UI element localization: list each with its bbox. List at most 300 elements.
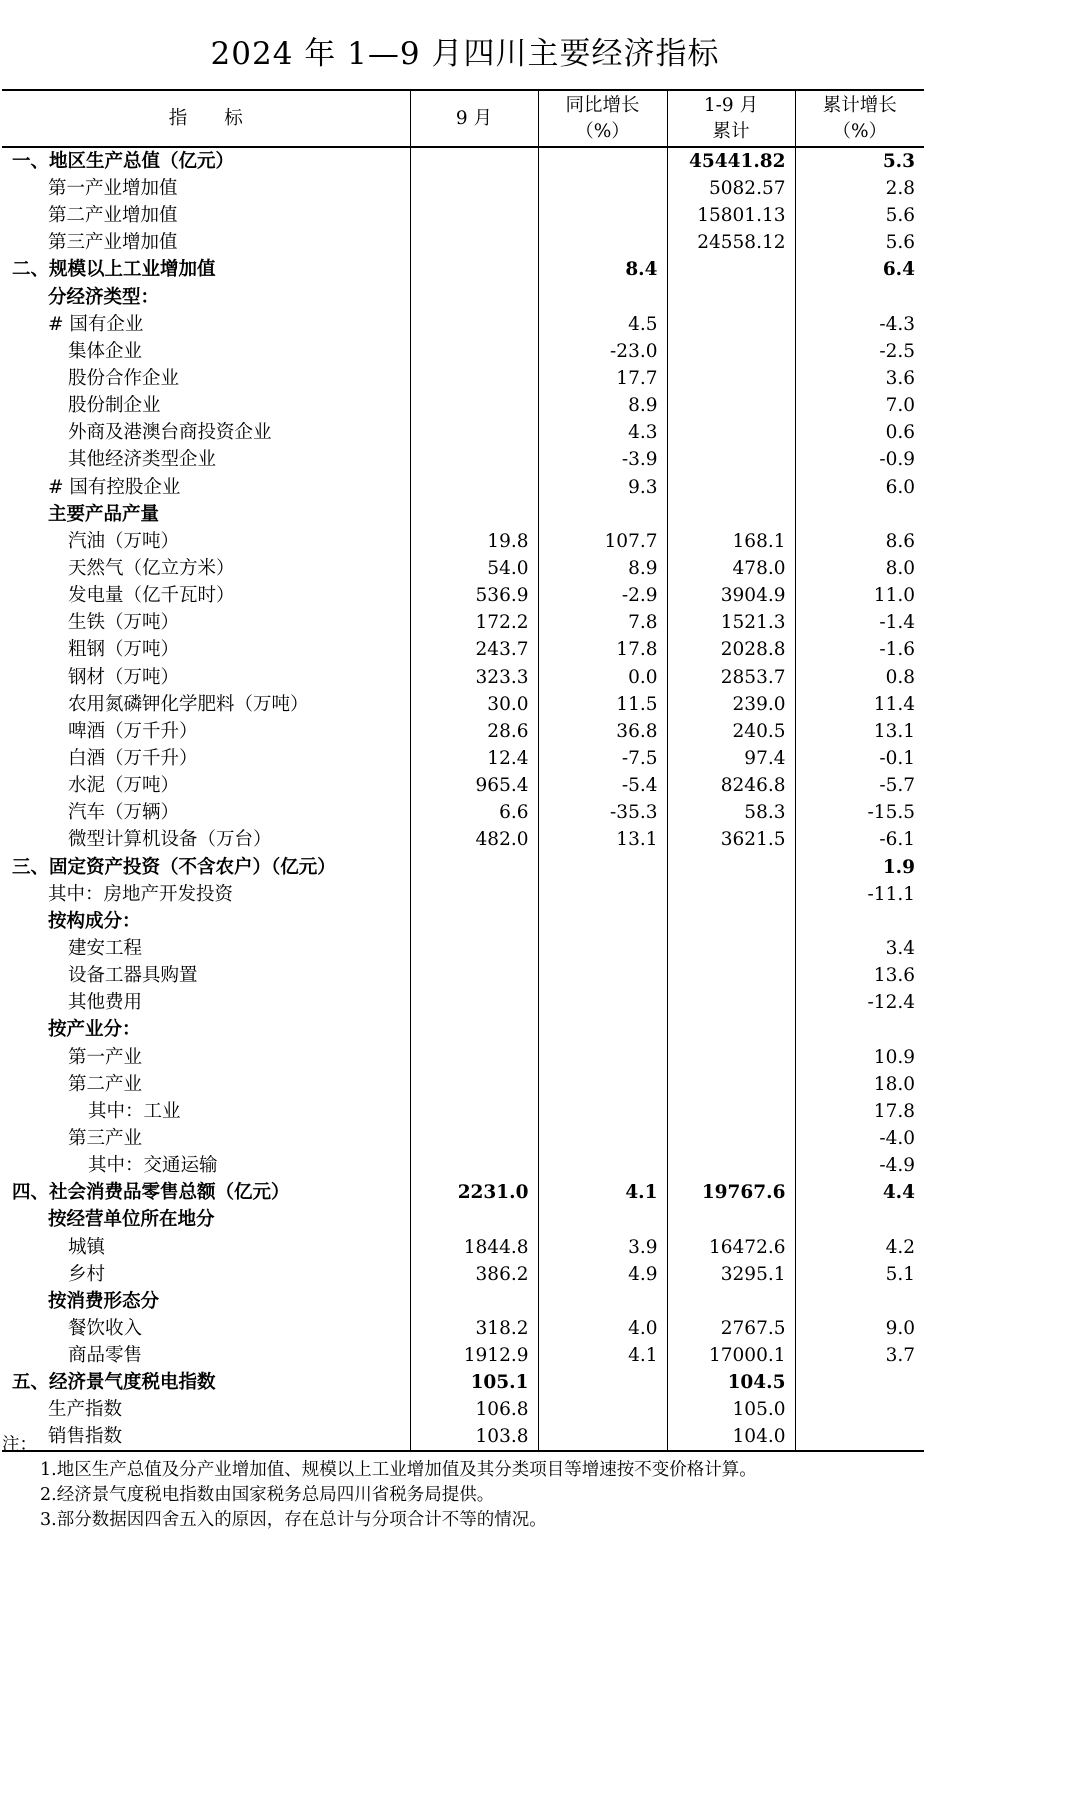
cell-cumulative — [667, 256, 795, 283]
cell-cumulative-growth: -6.1 — [795, 826, 924, 853]
row-label: 汽油（万吨） — [2, 528, 410, 555]
cell-month — [410, 1125, 538, 1152]
cell-cumulative-growth: -1.6 — [795, 636, 924, 663]
header-yoy-line2: （%） — [575, 120, 630, 142]
cell-month — [410, 501, 538, 528]
table-row — [2, 338, 924, 365]
cell-cumulative: 3295.1 — [667, 1261, 795, 1288]
cell-yoy — [538, 501, 667, 528]
cell-yoy — [538, 1152, 667, 1179]
table-row — [2, 501, 924, 528]
cell-month — [410, 474, 538, 501]
cell-month — [410, 881, 538, 908]
cell-cumulative-growth: -1.4 — [795, 609, 924, 636]
cell-yoy — [538, 147, 667, 175]
cell-yoy: 9.3 — [538, 474, 667, 501]
cell-yoy: 4.1 — [538, 1342, 667, 1369]
table-row — [2, 826, 924, 853]
cell-cumulative: 16472.6 — [667, 1233, 795, 1260]
cell-cumulative-growth: 11.0 — [795, 582, 924, 609]
cell-cumulative: 2028.8 — [667, 636, 795, 663]
cell-cumulative: 97.4 — [667, 745, 795, 772]
cell-yoy — [538, 1369, 667, 1396]
cell-yoy — [538, 1125, 667, 1152]
cell-month: 28.6 — [410, 718, 538, 745]
table-row — [2, 582, 924, 609]
cell-cumulative-growth: 17.8 — [795, 1098, 924, 1125]
cell-month: 323.3 — [410, 664, 538, 691]
table-row — [2, 1016, 924, 1043]
table-row — [2, 1098, 924, 1125]
table-row — [2, 1342, 924, 1369]
cell-month: 1912.9 — [410, 1342, 538, 1369]
cell-yoy: 36.8 — [538, 718, 667, 745]
cell-yoy: 13.1 — [538, 826, 667, 853]
table-row — [2, 962, 924, 989]
table-row — [2, 772, 924, 799]
cell-month — [410, 1206, 538, 1233]
cell-cumulative-growth: 11.4 — [795, 691, 924, 718]
cell-yoy — [538, 1396, 667, 1423]
cell-month — [410, 202, 538, 229]
cell-cumulative — [667, 392, 795, 419]
row-label: 销售指数 — [2, 1423, 410, 1451]
cell-yoy — [538, 854, 667, 881]
indicators-table — [2, 89, 924, 1452]
cell-month — [410, 229, 538, 256]
header-cumulative-growth — [795, 90, 924, 147]
table-row — [2, 935, 924, 962]
notes — [2, 1433, 1002, 1533]
cell-cumulative — [667, 1152, 795, 1179]
header-cumulative-growth-line1: 累计增长 — [822, 94, 897, 116]
cell-yoy — [538, 1016, 667, 1043]
cell-cumulative-growth — [795, 284, 924, 311]
cell-cumulative: 168.1 — [667, 528, 795, 555]
header-cumulative-line2: 累计 — [712, 120, 750, 142]
cell-cumulative-growth: 4.2 — [795, 1233, 924, 1260]
row-label: 汽车（万辆） — [2, 799, 410, 826]
cell-cumulative-growth: 5.6 — [795, 202, 924, 229]
cell-month: 19.8 — [410, 528, 538, 555]
cell-cumulative — [667, 1044, 795, 1071]
row-label: 水泥（万吨） — [2, 772, 410, 799]
table-body — [2, 147, 924, 1451]
cell-cumulative — [667, 854, 795, 881]
row-label: 农用氮磷钾化学肥料（万吨） — [2, 691, 410, 718]
row-label: 四、社会消费品零售总额（亿元） — [2, 1179, 410, 1206]
cell-cumulative: 24558.12 — [667, 229, 795, 256]
cell-cumulative — [667, 881, 795, 908]
cell-month — [410, 908, 538, 935]
cell-cumulative — [667, 365, 795, 392]
header-yoy — [538, 90, 667, 147]
cell-month — [410, 392, 538, 419]
table-row — [2, 392, 924, 419]
row-label: 生产指数 — [2, 1396, 410, 1423]
row-label: 主要产品产量 — [2, 501, 410, 528]
cell-cumulative-growth — [795, 1288, 924, 1315]
header-month: 9 月 — [410, 90, 538, 147]
cell-cumulative-growth: 5.3 — [795, 147, 924, 175]
row-label: 集体企业 — [2, 338, 410, 365]
row-label: 三、固定资产投资（不含农户）（亿元） — [2, 854, 410, 881]
cell-cumulative-growth: 9.0 — [795, 1315, 924, 1342]
row-label: 五、经济景气度税电指数 — [2, 1369, 410, 1396]
table-row — [2, 854, 924, 881]
row-label: 按构成分： — [2, 908, 410, 935]
row-label: 按消费形态分 — [2, 1288, 410, 1315]
note-item: 3.部分数据因四舍五入的原因，存在总计与分项合计不等的情况。 — [40, 1510, 547, 1530]
cell-yoy: -23.0 — [538, 338, 667, 365]
cell-yoy: 8.9 — [538, 392, 667, 419]
row-label: 第一产业增加值 — [2, 175, 410, 202]
cell-cumulative — [667, 1016, 795, 1043]
cell-month: 12.4 — [410, 745, 538, 772]
row-label: 白酒（万千升） — [2, 745, 410, 772]
note-item: 1.地区生产总值及分产业增加值、规模以上工业增加值及其分类项目等增速按不变价格计算。 — [40, 1460, 757, 1480]
cell-cumulative-growth: -0.9 — [795, 446, 924, 473]
cell-cumulative-growth: 0.6 — [795, 419, 924, 446]
row-label: 设备工器具购置 — [2, 962, 410, 989]
cell-month — [410, 1098, 538, 1125]
cell-yoy: 4.0 — [538, 1315, 667, 1342]
cell-cumulative-growth: -15.5 — [795, 799, 924, 826]
cell-month — [410, 284, 538, 311]
cell-cumulative — [667, 474, 795, 501]
cell-cumulative-growth: 5.1 — [795, 1261, 924, 1288]
cell-cumulative: 2767.5 — [667, 1315, 795, 1342]
row-label: 其中：工业 — [2, 1098, 410, 1125]
cell-yoy — [538, 989, 667, 1016]
cell-month — [410, 365, 538, 392]
cell-cumulative: 15801.13 — [667, 202, 795, 229]
table-row — [2, 419, 924, 446]
cell-cumulative-growth: 13.1 — [795, 718, 924, 745]
cell-cumulative: 17000.1 — [667, 1342, 795, 1369]
row-label: 一、地区生产总值（亿元） — [2, 147, 410, 175]
cell-yoy — [538, 284, 667, 311]
table-row — [2, 1071, 924, 1098]
cell-yoy: 4.9 — [538, 1261, 667, 1288]
row-label: 其中：房地产开发投资 — [2, 881, 410, 908]
row-label: 第三产业 — [2, 1125, 410, 1152]
cell-month — [410, 854, 538, 881]
cell-yoy: -35.3 — [538, 799, 667, 826]
cell-cumulative — [667, 1288, 795, 1315]
cell-yoy: 8.9 — [538, 555, 667, 582]
cell-cumulative — [667, 311, 795, 338]
cell-cumulative-growth: 4.4 — [795, 1179, 924, 1206]
table-row — [2, 175, 924, 202]
cell-yoy: 17.7 — [538, 365, 667, 392]
row-label: 第三产业增加值 — [2, 229, 410, 256]
cell-cumulative: 19767.6 — [667, 1179, 795, 1206]
row-label: 天然气（亿立方米） — [2, 555, 410, 582]
cell-yoy: 17.8 — [538, 636, 667, 663]
cell-month: 172.2 — [410, 609, 538, 636]
cell-cumulative: 478.0 — [667, 555, 795, 582]
table-row — [2, 1125, 924, 1152]
cell-cumulative-growth: -11.1 — [795, 881, 924, 908]
cell-cumulative — [667, 1206, 795, 1233]
cell-yoy — [538, 202, 667, 229]
cell-cumulative-growth: 8.0 — [795, 555, 924, 582]
cell-yoy: 4.3 — [538, 419, 667, 446]
row-label: 第二产业增加值 — [2, 202, 410, 229]
cell-cumulative-growth: 13.6 — [795, 962, 924, 989]
row-label: 建安工程 — [2, 935, 410, 962]
table-header-row — [2, 90, 924, 147]
table-row — [2, 1288, 924, 1315]
cell-month: 105.1 — [410, 1369, 538, 1396]
cell-cumulative: 104.0 — [667, 1423, 795, 1451]
row-label: 啤酒（万千升） — [2, 718, 410, 745]
table-row — [2, 908, 924, 935]
cell-yoy: -3.9 — [538, 446, 667, 473]
cell-month: 386.2 — [410, 1261, 538, 1288]
table-row — [2, 256, 924, 283]
cell-month: 6.6 — [410, 799, 538, 826]
cell-month — [410, 338, 538, 365]
table-row — [2, 1179, 924, 1206]
table-row — [2, 718, 924, 745]
cell-cumulative: 8246.8 — [667, 772, 795, 799]
cell-cumulative — [667, 1125, 795, 1152]
cell-cumulative-growth — [795, 501, 924, 528]
table-row — [2, 1261, 924, 1288]
cell-cumulative-growth: 3.4 — [795, 935, 924, 962]
cell-cumulative: 5082.57 — [667, 175, 795, 202]
cell-yoy — [538, 229, 667, 256]
cell-yoy — [538, 881, 667, 908]
table-row — [2, 202, 924, 229]
cell-yoy: 107.7 — [538, 528, 667, 555]
cell-yoy — [538, 1288, 667, 1315]
cell-yoy — [538, 1071, 667, 1098]
cell-cumulative-growth: 7.0 — [795, 392, 924, 419]
cell-month — [410, 962, 538, 989]
cell-month: 2231.0 — [410, 1179, 538, 1206]
cell-yoy: 4.1 — [538, 1179, 667, 1206]
cell-cumulative-growth — [795, 1016, 924, 1043]
row-label: 发电量（亿千瓦时） — [2, 582, 410, 609]
cell-cumulative — [667, 935, 795, 962]
row-label: 生铁（万吨） — [2, 609, 410, 636]
row-label: 二、规模以上工业增加值 — [2, 256, 410, 283]
table-row — [2, 555, 924, 582]
cell-yoy — [538, 1044, 667, 1071]
table-row — [2, 1369, 924, 1396]
row-label: 按经营单位所在地分 — [2, 1206, 410, 1233]
table-row — [2, 147, 924, 175]
cell-month — [410, 1016, 538, 1043]
cell-yoy: -5.4 — [538, 772, 667, 799]
cell-cumulative: 104.5 — [667, 1369, 795, 1396]
cell-yoy: 11.5 — [538, 691, 667, 718]
table-row — [2, 636, 924, 663]
table-row — [2, 365, 924, 392]
cell-cumulative-growth: 1.9 — [795, 854, 924, 881]
table-row — [2, 1233, 924, 1260]
cell-cumulative-growth — [795, 1369, 924, 1396]
cell-cumulative: 239.0 — [667, 691, 795, 718]
table-row — [2, 311, 924, 338]
cell-yoy — [538, 175, 667, 202]
row-label: 微型计算机设备（万台） — [2, 826, 410, 853]
cell-cumulative-growth — [795, 1396, 924, 1423]
cell-month — [410, 147, 538, 175]
cell-month: 30.0 — [410, 691, 538, 718]
cell-cumulative — [667, 501, 795, 528]
header-indicator: 指 标 — [2, 90, 410, 147]
cell-yoy: 4.5 — [538, 311, 667, 338]
table-row — [2, 284, 924, 311]
cell-cumulative: 58.3 — [667, 799, 795, 826]
cell-yoy — [538, 1098, 667, 1125]
cell-month — [410, 311, 538, 338]
cell-month: 106.8 — [410, 1396, 538, 1423]
cell-month — [410, 419, 538, 446]
cell-cumulative — [667, 1098, 795, 1125]
cell-cumulative-growth: 0.8 — [795, 664, 924, 691]
cell-cumulative-growth: 8.6 — [795, 528, 924, 555]
cell-month: 1844.8 — [410, 1233, 538, 1260]
cell-cumulative: 1521.3 — [667, 609, 795, 636]
cell-cumulative — [667, 962, 795, 989]
cell-yoy — [538, 935, 667, 962]
notes-heading: 注： — [2, 1435, 37, 1455]
cell-cumulative-growth: -4.3 — [795, 311, 924, 338]
cell-cumulative-growth: 5.6 — [795, 229, 924, 256]
table-row — [2, 1315, 924, 1342]
cell-yoy: -7.5 — [538, 745, 667, 772]
cell-month — [410, 1071, 538, 1098]
cell-cumulative-growth — [795, 908, 924, 935]
cell-month — [410, 175, 538, 202]
cell-cumulative-growth: -4.0 — [795, 1125, 924, 1152]
row-label: 乡村 — [2, 1261, 410, 1288]
table-row — [2, 691, 924, 718]
row-label: 股份合作企业 — [2, 365, 410, 392]
cell-month — [410, 446, 538, 473]
table-row — [2, 881, 924, 908]
cell-cumulative — [667, 1071, 795, 1098]
row-label: 按产业分： — [2, 1016, 410, 1043]
cell-cumulative-growth: 10.9 — [795, 1044, 924, 1071]
cell-cumulative-growth: 6.4 — [795, 256, 924, 283]
table-row — [2, 474, 924, 501]
cell-cumulative-growth: -2.5 — [795, 338, 924, 365]
row-label: 钢材（万吨） — [2, 664, 410, 691]
row-label: 第一产业 — [2, 1044, 410, 1071]
cell-cumulative: 2853.7 — [667, 664, 795, 691]
row-label: 粗钢（万吨） — [2, 636, 410, 663]
table-row — [2, 664, 924, 691]
cell-cumulative-growth: 3.6 — [795, 365, 924, 392]
cell-cumulative-growth: -5.7 — [795, 772, 924, 799]
cell-cumulative-growth: -12.4 — [795, 989, 924, 1016]
table-row — [2, 1396, 924, 1423]
cell-month — [410, 935, 538, 962]
cell-cumulative-growth: 2.8 — [795, 175, 924, 202]
row-label: 其中：交通运输 — [2, 1152, 410, 1179]
table-row — [2, 229, 924, 256]
cell-yoy — [538, 908, 667, 935]
cell-cumulative-growth: 3.7 — [795, 1342, 924, 1369]
cell-month — [410, 1044, 538, 1071]
cell-month: 54.0 — [410, 555, 538, 582]
cell-yoy: 8.4 — [538, 256, 667, 283]
page-title: 2024 年 1—9 月四川主要经济指标 — [210, 36, 720, 72]
row-label: 外商及港澳台商投资企业 — [2, 419, 410, 446]
row-label: 分经济类型： — [2, 284, 410, 311]
table-row — [2, 1206, 924, 1233]
row-label: 餐饮收入 — [2, 1315, 410, 1342]
cell-yoy: 0.0 — [538, 664, 667, 691]
header-cumulative — [667, 90, 795, 147]
table-row — [2, 1044, 924, 1071]
cell-cumulative: 240.5 — [667, 718, 795, 745]
cell-month: 536.9 — [410, 582, 538, 609]
table-row — [2, 609, 924, 636]
cell-cumulative: 45441.82 — [667, 147, 795, 175]
cell-cumulative: 105.0 — [667, 1396, 795, 1423]
table-row — [2, 446, 924, 473]
cell-yoy — [538, 962, 667, 989]
cell-cumulative-growth: -4.9 — [795, 1152, 924, 1179]
cell-cumulative: 3621.5 — [667, 826, 795, 853]
row-label: 第二产业 — [2, 1071, 410, 1098]
cell-cumulative-growth — [795, 1206, 924, 1233]
row-label: # 国有控股企业 — [2, 474, 410, 501]
cell-yoy: 7.8 — [538, 609, 667, 636]
header-cumulative-growth-line2: （%） — [832, 120, 888, 142]
cell-cumulative: 3904.9 — [667, 582, 795, 609]
cell-cumulative — [667, 338, 795, 365]
cell-month: 243.7 — [410, 636, 538, 663]
cell-month — [410, 989, 538, 1016]
cell-cumulative — [667, 284, 795, 311]
cell-cumulative — [667, 908, 795, 935]
row-label: 其他经济类型企业 — [2, 446, 410, 473]
cell-month: 482.0 — [410, 826, 538, 853]
table-row — [2, 799, 924, 826]
cell-month: 965.4 — [410, 772, 538, 799]
header-yoy-line1: 同比增长 — [565, 94, 640, 116]
table-row — [2, 745, 924, 772]
cell-cumulative-growth: 6.0 — [795, 474, 924, 501]
table-row — [2, 989, 924, 1016]
cell-yoy — [538, 1206, 667, 1233]
cell-yoy: 3.9 — [538, 1233, 667, 1260]
cell-month: 318.2 — [410, 1315, 538, 1342]
cell-cumulative — [667, 419, 795, 446]
cell-yoy: -2.9 — [538, 582, 667, 609]
cell-cumulative — [667, 989, 795, 1016]
cell-month — [410, 1288, 538, 1315]
row-label: 城镇 — [2, 1233, 410, 1260]
row-label: 其他费用 — [2, 989, 410, 1016]
cell-cumulative-growth: 18.0 — [795, 1071, 924, 1098]
cell-month — [410, 1152, 538, 1179]
cell-cumulative-growth: -0.1 — [795, 745, 924, 772]
table-row — [2, 528, 924, 555]
header-cumulative-line1: 1-9 月 — [703, 94, 759, 116]
cell-month: 103.8 — [410, 1423, 538, 1451]
table-row — [2, 1152, 924, 1179]
cell-cumulative — [667, 446, 795, 473]
